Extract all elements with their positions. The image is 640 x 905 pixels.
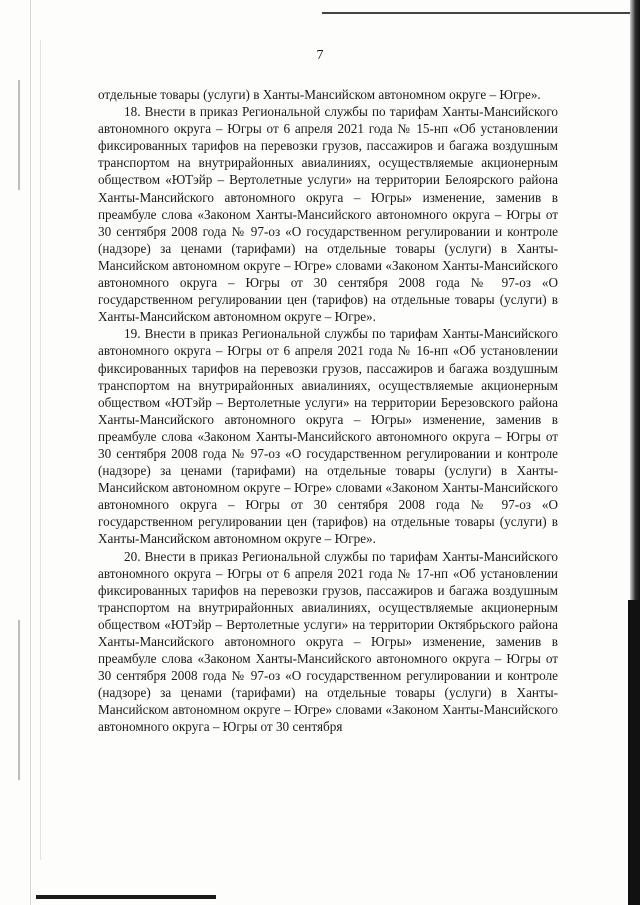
- scan-artifact-margin-mark: [18, 620, 20, 780]
- scan-artifact-margin-mark: [18, 80, 20, 190]
- page-number: 7: [316, 48, 324, 63]
- paragraph-item-19: 19. Внести в приказ Региональной службы по тарифам Ханты-Мансийского автономного округа – Югры от 6 апреля 2021 года № 16-нп «Об установлении фиксированных тарифов на перевозки грузов, пассажиров и багажа воздушным транспортом на внутрирайонных авиалиниях, осуществляемые акционерным обществом «ЮТэйр – Вертолетные услуги» на территории Березовского района Ханты-Мансийского автономного округа – Югры» изменение, заменив в преамбуле слова «Законом Ханты-Мансийского автономного округа – Югры от 30 сентября 2008 года № 97-оз «О государственном регулировании и контроле (надзоре) за ценами (тарифами) на отдельные товары (услуги) в Ханты-Мансийском автономном округе – Югре» словами «Законом Ханты-Мансийского автономного округа – Югры от 30 сентября 2008 года № 97-оз «О государственном регулировании цен (тарифов) на отдельные товары (услуги) в Ханты-Мансийском автономном округе – Югре».: [98, 326, 558, 547]
- paragraph-item-20: 20. Внести в приказ Региональной службы по тарифам Ханты-Мансийского автономного округа – Югры от 6 апреля 2021 года № 17-нп «Об установлении фиксированных тарифов на перевозки грузов, пассажиров и багажа воздушным транспортом на внутрирайонных авиалиниях, осуществляемые акционерным обществом «ЮТэйр – Вертолетные услуги» на территории Октябрьского района Ханты-Мансийского автономного округа – Югры» изменение, заменив в преамбуле слова «Законом Ханты-Мансийского автономного округа – Югры от 30 сентября 2008 года № 97-оз «О государственном регулировании и контроле (надзоре) за ценами (тарифами) на отдельные товары (услуги) в Ханты-Мансийском автономном округе – Югре» словами «Законом Ханты-Мансийского автономного округа – Югры от 30 сентября: [98, 548, 558, 735]
- paragraph-item-18: 18. Внести в приказ Региональной службы по тарифам Ханты-Мансийского автономного округа – Югры от 6 апреля 2021 года № 15-нп «Об установлении фиксированных тарифов на перевозки грузов, пассажиров и багажа воздушным транспортом на внутрирайонных авиалиниях, осуществляемые акционерным обществом «ЮТэйр – Вертолетные услуги» на территории Белоярского района Ханты-Мансийского автономного округа – Югры» изменение, заменив в преамбуле слова «Законом Ханты-Мансийского автономного округа – Югры от 30 сентября 2008 года № 97-оз «О государственном регулировании и контроле (надзоре) за ценами (тарифами) на отдельные товары (услуги) в Ханты-Мансийском автономном округе – Югре» словами «Законом Ханты-Мансийского автономного округа – Югры от 30 сентября 2008 года № 97-оз «О государственном регулировании цен (тарифов) на отдельные товары (услуги) в Ханты-Мансийском автономном округе – Югре».: [98, 104, 558, 325]
- paragraph-continuation: отдельные товары (услуги) в Ханты-Мансийском автономном округе – Югре».: [98, 87, 541, 102]
- scan-artifact-top-line: [322, 12, 638, 14]
- document-body: [98, 86, 558, 736]
- scan-artifact-left-edge-inner: [40, 40, 41, 860]
- scan-artifact-right-edge-dark: [628, 600, 640, 905]
- scan-artifact-bottom-line: [36, 895, 216, 899]
- scan-artifact-left-edge: [30, 0, 31, 905]
